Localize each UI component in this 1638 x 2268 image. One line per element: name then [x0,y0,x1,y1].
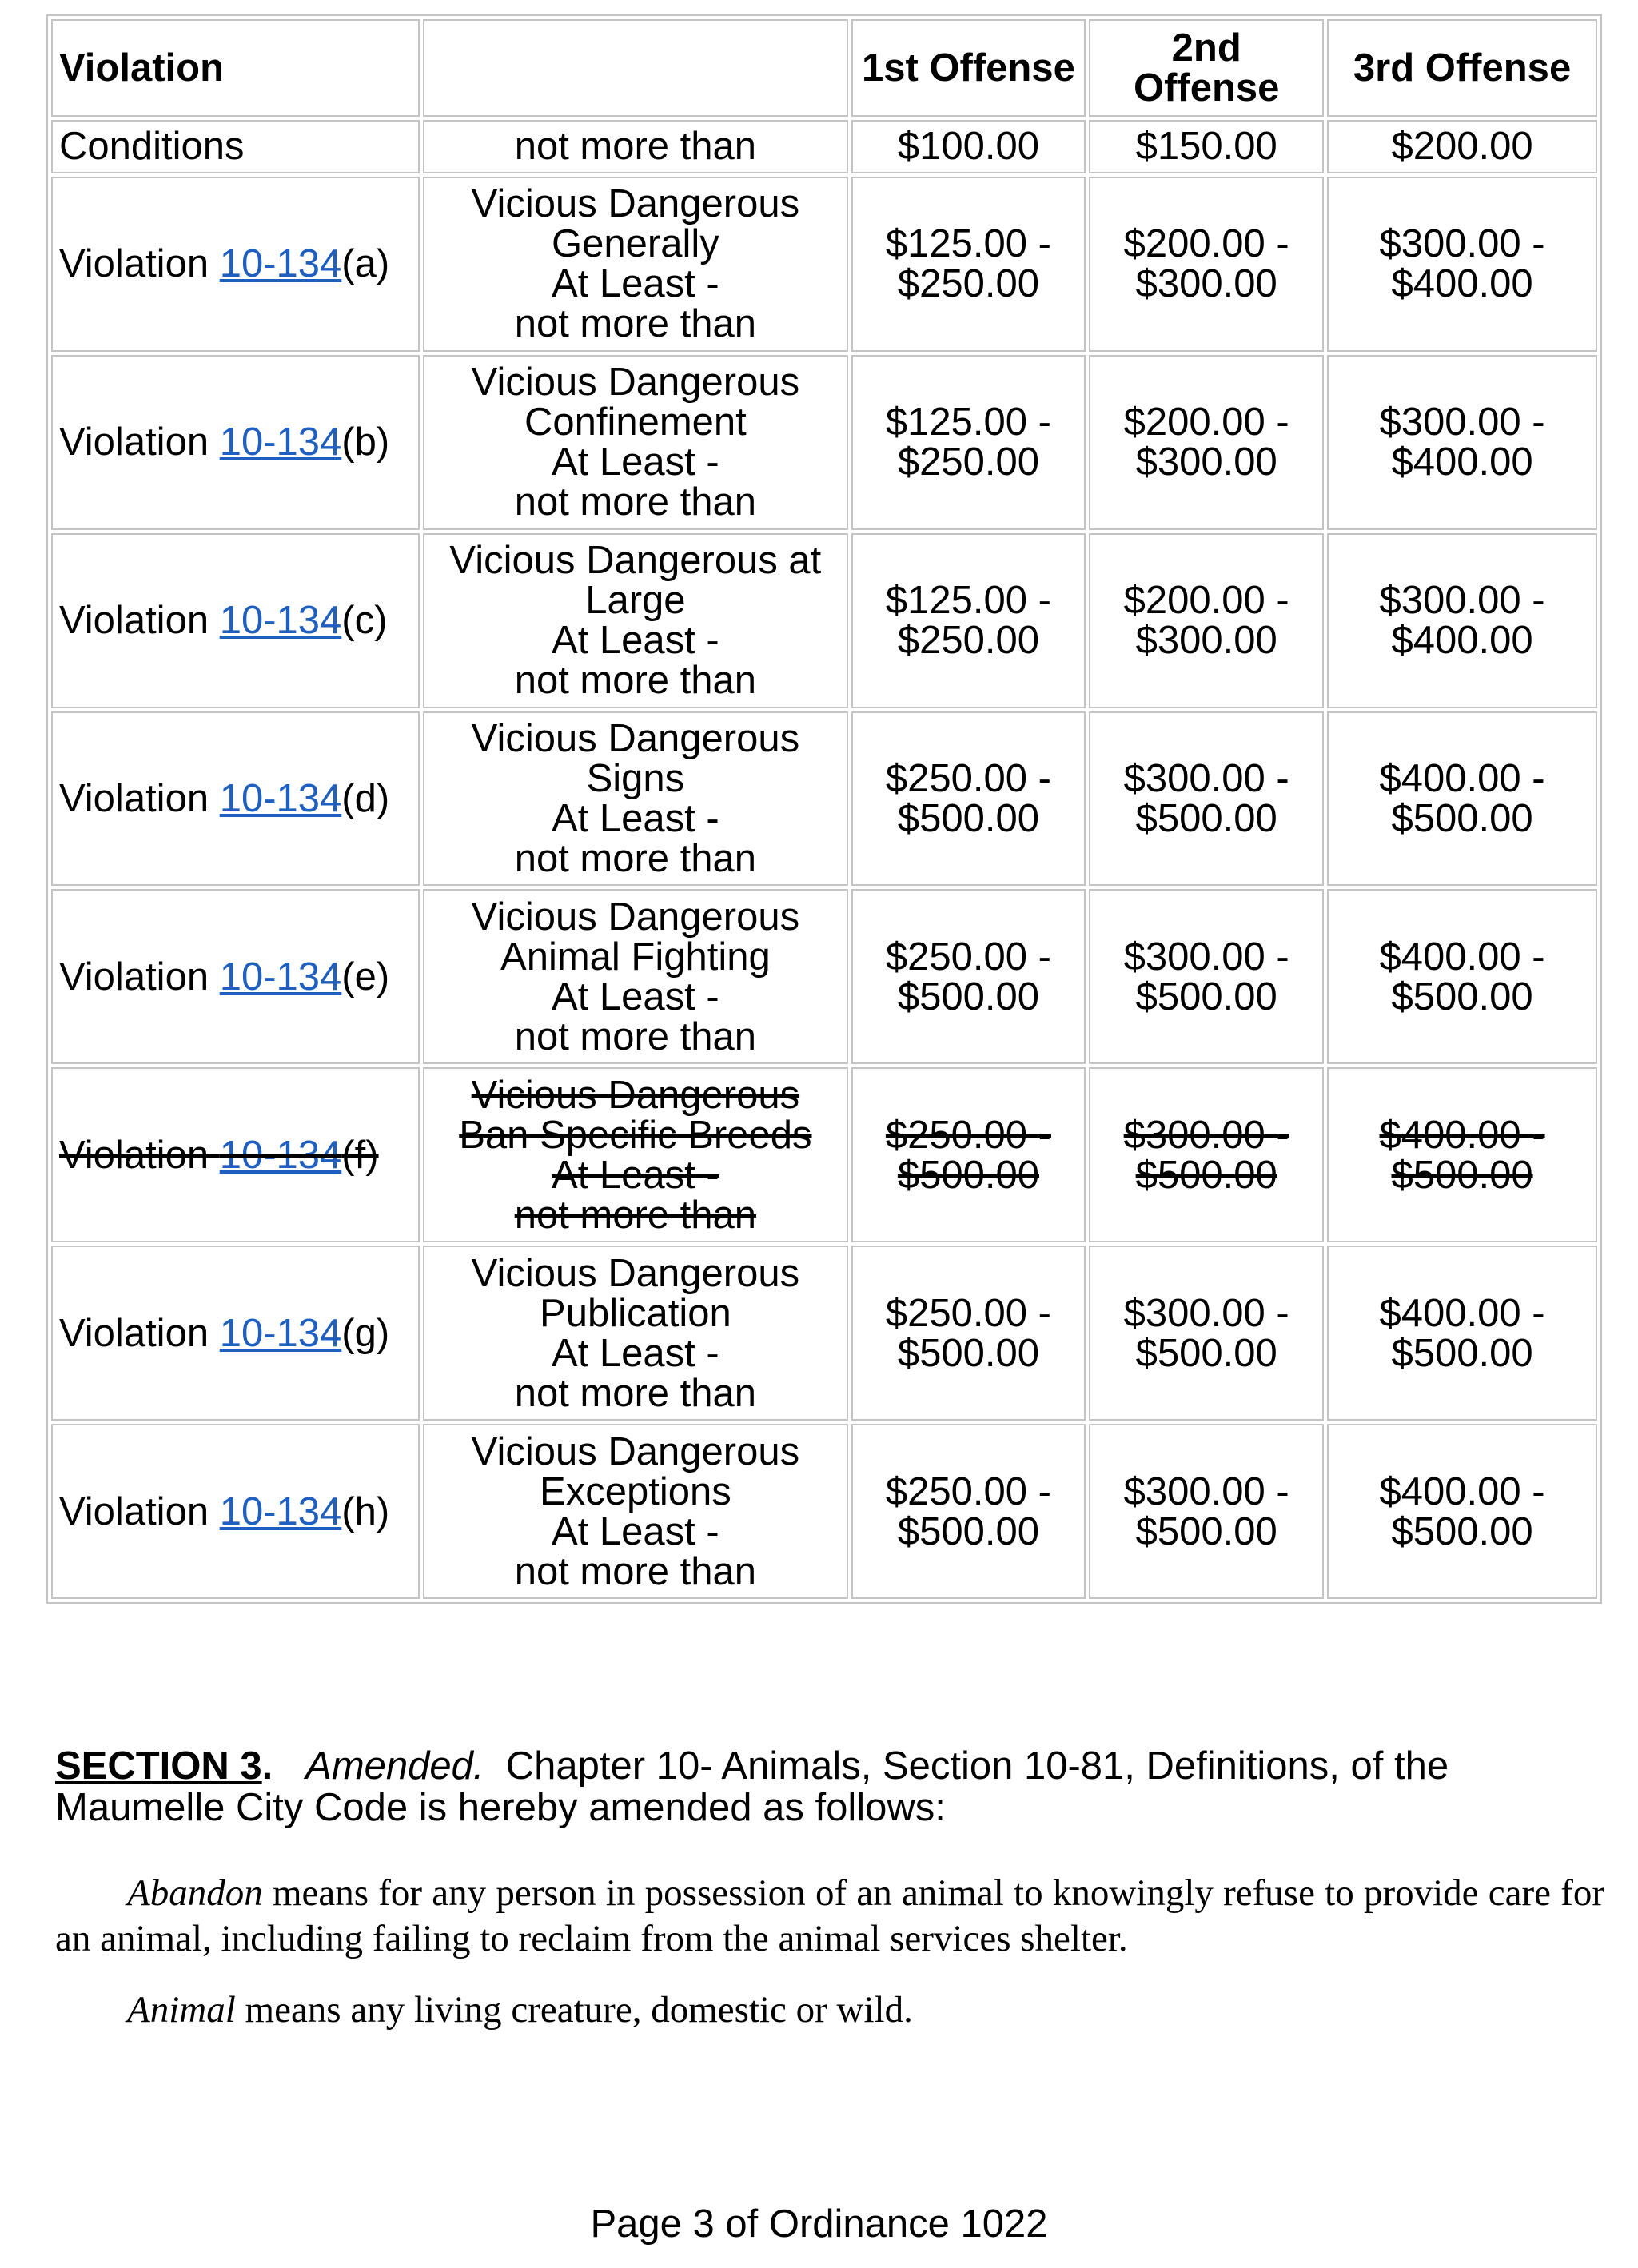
violation-cell [51,711,420,887]
conditions-row [51,120,1597,173]
conditions-third-fine: $200.00 [1327,120,1597,173]
third-offense-fine [1327,1067,1597,1242]
first-offense-fine [851,711,1086,887]
description-line: Vicious Dangerous [471,1251,800,1295]
violation-label: Violation [59,421,209,464]
fine-maximum: $500.00 [897,797,1039,841]
definition-abandon [55,1871,1604,1962]
second-offense-fine [1089,1067,1324,1242]
section-3-label: SECTION 3 [55,1744,262,1788]
definition-term: Abandon [127,1872,263,1914]
second-offense-fine [1089,1424,1324,1599]
subsection-label: (c) [341,599,388,643]
header-description [423,19,847,117]
definition-animal [55,1987,1604,2033]
fine-maximum: $300.00 [1135,619,1277,663]
fine-schedule-table [46,14,1602,1604]
fine-maximum: $500.00 [897,1331,1039,1375]
first-offense-fine [851,177,1086,352]
section-3-heading-paragraph [55,1745,1598,1828]
description-line: not more than [514,302,757,346]
definition-text: means for any person in possession of an animal to knowingly refuse to provide care for an animal, including failing to reclaim from the animal services shelter. [55,1872,1605,1959]
fine-minimum: $200.00 - [1123,222,1289,266]
code-section-link[interactable]: 10-134 [219,242,342,286]
second-offense-fine [1089,355,1324,530]
fine-minimum: $400.00 - [1379,1291,1545,1335]
fine-maximum: $500.00 [1135,1509,1277,1553]
description-line: Generally [552,222,719,266]
description-line: not more than [514,1193,757,1237]
description-cell [423,177,847,352]
section-3-amended: Amended. [305,1744,484,1788]
description-line: not more than [514,659,757,703]
fine-minimum: $300.00 - [1379,579,1545,623]
description-line: not more than [514,1014,757,1058]
description-line: Confinement [524,401,747,444]
description-line: not more than [514,837,757,881]
table-header-row [51,19,1597,117]
fine-minimum: $250.00 - [885,1291,1051,1335]
fine-maximum: $250.00 [897,262,1039,306]
third-offense-fine [1327,889,1597,1064]
table-row [51,533,1597,708]
definition-term: Animal [127,1989,236,2031]
description-line: not more than [514,480,757,524]
description-line: Vicious Dangerous [471,1073,800,1117]
fine-minimum: $250.00 - [885,1469,1051,1513]
description-line: Ban Specific Breeds [459,1113,812,1157]
violation-label: Violation [59,1489,209,1533]
description-cell [423,889,847,1064]
fine-maximum: $500.00 [897,1153,1039,1197]
subsection-label: (h) [341,1489,390,1533]
description-cell [423,1424,847,1599]
description-line: Vicious Dangerous [471,895,800,939]
code-section-link[interactable]: 10-134 [219,1133,342,1177]
fine-minimum: $400.00 - [1379,757,1545,801]
fine-minimum: $400.00 - [1379,935,1545,979]
definition-text: means any living creature, domestic or wild. [245,1989,913,2031]
fine-maximum: $500.00 [1391,1153,1533,1197]
description-cell [423,711,847,887]
description-line: At Least - [552,1331,719,1375]
description-line: Signs [586,757,685,801]
fine-maximum: $500.00 [897,975,1039,1018]
code-section-link[interactable]: 10-134 [219,1489,342,1533]
violation-cell [51,1424,420,1599]
violation-label: Violation [59,242,209,286]
fine-minimum: $200.00 - [1123,401,1289,444]
violation-label: Violation [59,1311,209,1355]
description-line: Vicious Dangerous [471,361,800,405]
table-row [51,355,1597,530]
conditions-description: not more than [423,120,847,173]
fine-maximum: $500.00 [897,1509,1039,1553]
fine-maximum: $500.00 [1391,1509,1533,1553]
fine-maximum: $500.00 [1135,1153,1277,1197]
fine-maximum: $250.00 [897,619,1039,663]
second-offense-fine [1089,533,1324,708]
description-line: At Least - [552,797,719,841]
header-second-offense: 2nd Offense [1089,19,1324,117]
description-line: At Least - [552,1153,719,1197]
page-footer: Page 3 of Ordinance 1022 [590,2202,1048,2246]
fine-minimum: $125.00 - [885,579,1051,623]
violation-cell [51,1067,420,1242]
description-line: Exceptions [540,1469,731,1513]
subsection-label: (g) [341,1311,390,1355]
first-offense-fine [851,533,1086,708]
subsection-label: (e) [341,955,390,998]
description-cell [423,533,847,708]
fine-minimum: $400.00 - [1379,1113,1545,1157]
fine-minimum: $250.00 - [885,1113,1051,1157]
description-line: Large [585,579,686,623]
fine-maximum: $500.00 [1135,975,1277,1018]
fine-maximum: $500.00 [1135,1331,1277,1375]
fine-maximum: $250.00 [897,440,1039,484]
fine-minimum: $300.00 - [1123,935,1289,979]
code-section-link[interactable]: 10-134 [219,1311,342,1355]
violation-cell [51,355,420,530]
section-3-period: . [261,1744,273,1788]
code-section-link[interactable]: 10-134 [219,777,342,821]
second-offense-fine [1089,177,1324,352]
description-line: At Least - [552,440,719,484]
description-line: Vicious Dangerous [471,717,800,761]
first-offense-fine [851,1067,1086,1242]
second-offense-fine [1089,1246,1324,1421]
fine-minimum: $300.00 - [1379,401,1545,444]
description-line: Publication [540,1291,731,1335]
violation-label: Violation [59,955,209,998]
description-line: not more than [514,1549,757,1593]
description-line: At Least - [552,619,719,663]
fine-maximum: $400.00 [1391,619,1533,663]
fine-minimum: $250.00 - [885,935,1051,979]
second-offense-fine [1089,889,1324,1064]
table-row [51,177,1597,352]
code-section-link[interactable]: 10-134 [219,421,342,464]
violation-label: Violation [59,599,209,643]
fine-minimum: $300.00 - [1123,1469,1289,1513]
second-offense-fine [1089,711,1324,887]
fine-minimum: $200.00 - [1123,579,1289,623]
violation-cell [51,889,420,1064]
table-row [51,889,1597,1064]
third-offense-fine [1327,1424,1597,1599]
code-section-link[interactable]: 10-134 [219,599,342,643]
subsection-label: (b) [341,421,390,464]
fine-maximum: $500.00 [1391,797,1533,841]
table-row [51,1246,1597,1421]
conditions-second-fine: $150.00 [1089,120,1324,173]
header-first-offense: 1st Offense [851,19,1086,117]
subsection-label: (f) [341,1133,379,1177]
description-line: At Least - [552,262,719,306]
fine-maximum: $500.00 [1135,797,1277,841]
description-line: not more than [514,1371,757,1415]
code-section-link[interactable]: 10-134 [219,955,342,998]
third-offense-fine [1327,355,1597,530]
fine-minimum: $125.00 - [885,222,1051,266]
fine-minimum: $250.00 - [885,757,1051,801]
fine-maximum: $300.00 [1135,262,1277,306]
third-offense-fine [1327,1246,1597,1421]
fine-maximum: $400.00 [1391,262,1533,306]
header-third-offense: 3rd Offense [1327,19,1597,117]
table-row [51,1067,1597,1242]
violation-cell [51,1246,420,1421]
conditions-first-fine: $100.00 [851,120,1086,173]
description-line: Vicious Dangerous [471,1429,800,1473]
fine-maximum: $500.00 [1391,975,1533,1018]
first-offense-fine [851,1424,1086,1599]
header-violation: Violation [51,19,420,117]
description-line: Vicious Dangerous at [449,539,822,583]
description-line: At Least - [552,975,719,1018]
violation-cell [51,177,420,352]
fine-maximum: $400.00 [1391,440,1533,484]
fine-minimum: $125.00 - [885,401,1051,444]
description-cell [423,1067,847,1242]
first-offense-fine [851,355,1086,530]
third-offense-fine [1327,177,1597,352]
fine-maximum: $300.00 [1135,440,1277,484]
subsection-label: (d) [341,777,390,821]
fine-minimum: $300.00 - [1379,222,1545,266]
table-row [51,711,1597,887]
description-cell [423,1246,847,1421]
third-offense-fine [1327,711,1597,887]
violation-label: Violation [59,1133,209,1177]
fine-minimum: $300.00 - [1123,1113,1289,1157]
third-offense-fine [1327,533,1597,708]
fine-minimum: $300.00 - [1123,757,1289,801]
first-offense-fine [851,889,1086,1064]
fine-minimum: $400.00 - [1379,1469,1545,1513]
section-3-text: Chapter 10- Animals, Section 10-81, Definitions, of the Maumelle City Code is hereby amended as follows: [55,1744,1449,1829]
violation-cell [51,533,420,708]
fine-maximum: $500.00 [1391,1331,1533,1375]
subsection-label: (a) [341,242,390,286]
description-line: At Least - [552,1509,719,1553]
violation-label: Violation [59,777,209,821]
description-line: Vicious Dangerous [471,182,800,226]
conditions-label: Conditions [51,120,420,173]
table-row [51,1424,1597,1599]
fine-minimum: $300.00 - [1123,1291,1289,1335]
description-line: Animal Fighting [500,935,771,979]
first-offense-fine [851,1246,1086,1421]
description-cell [423,355,847,530]
